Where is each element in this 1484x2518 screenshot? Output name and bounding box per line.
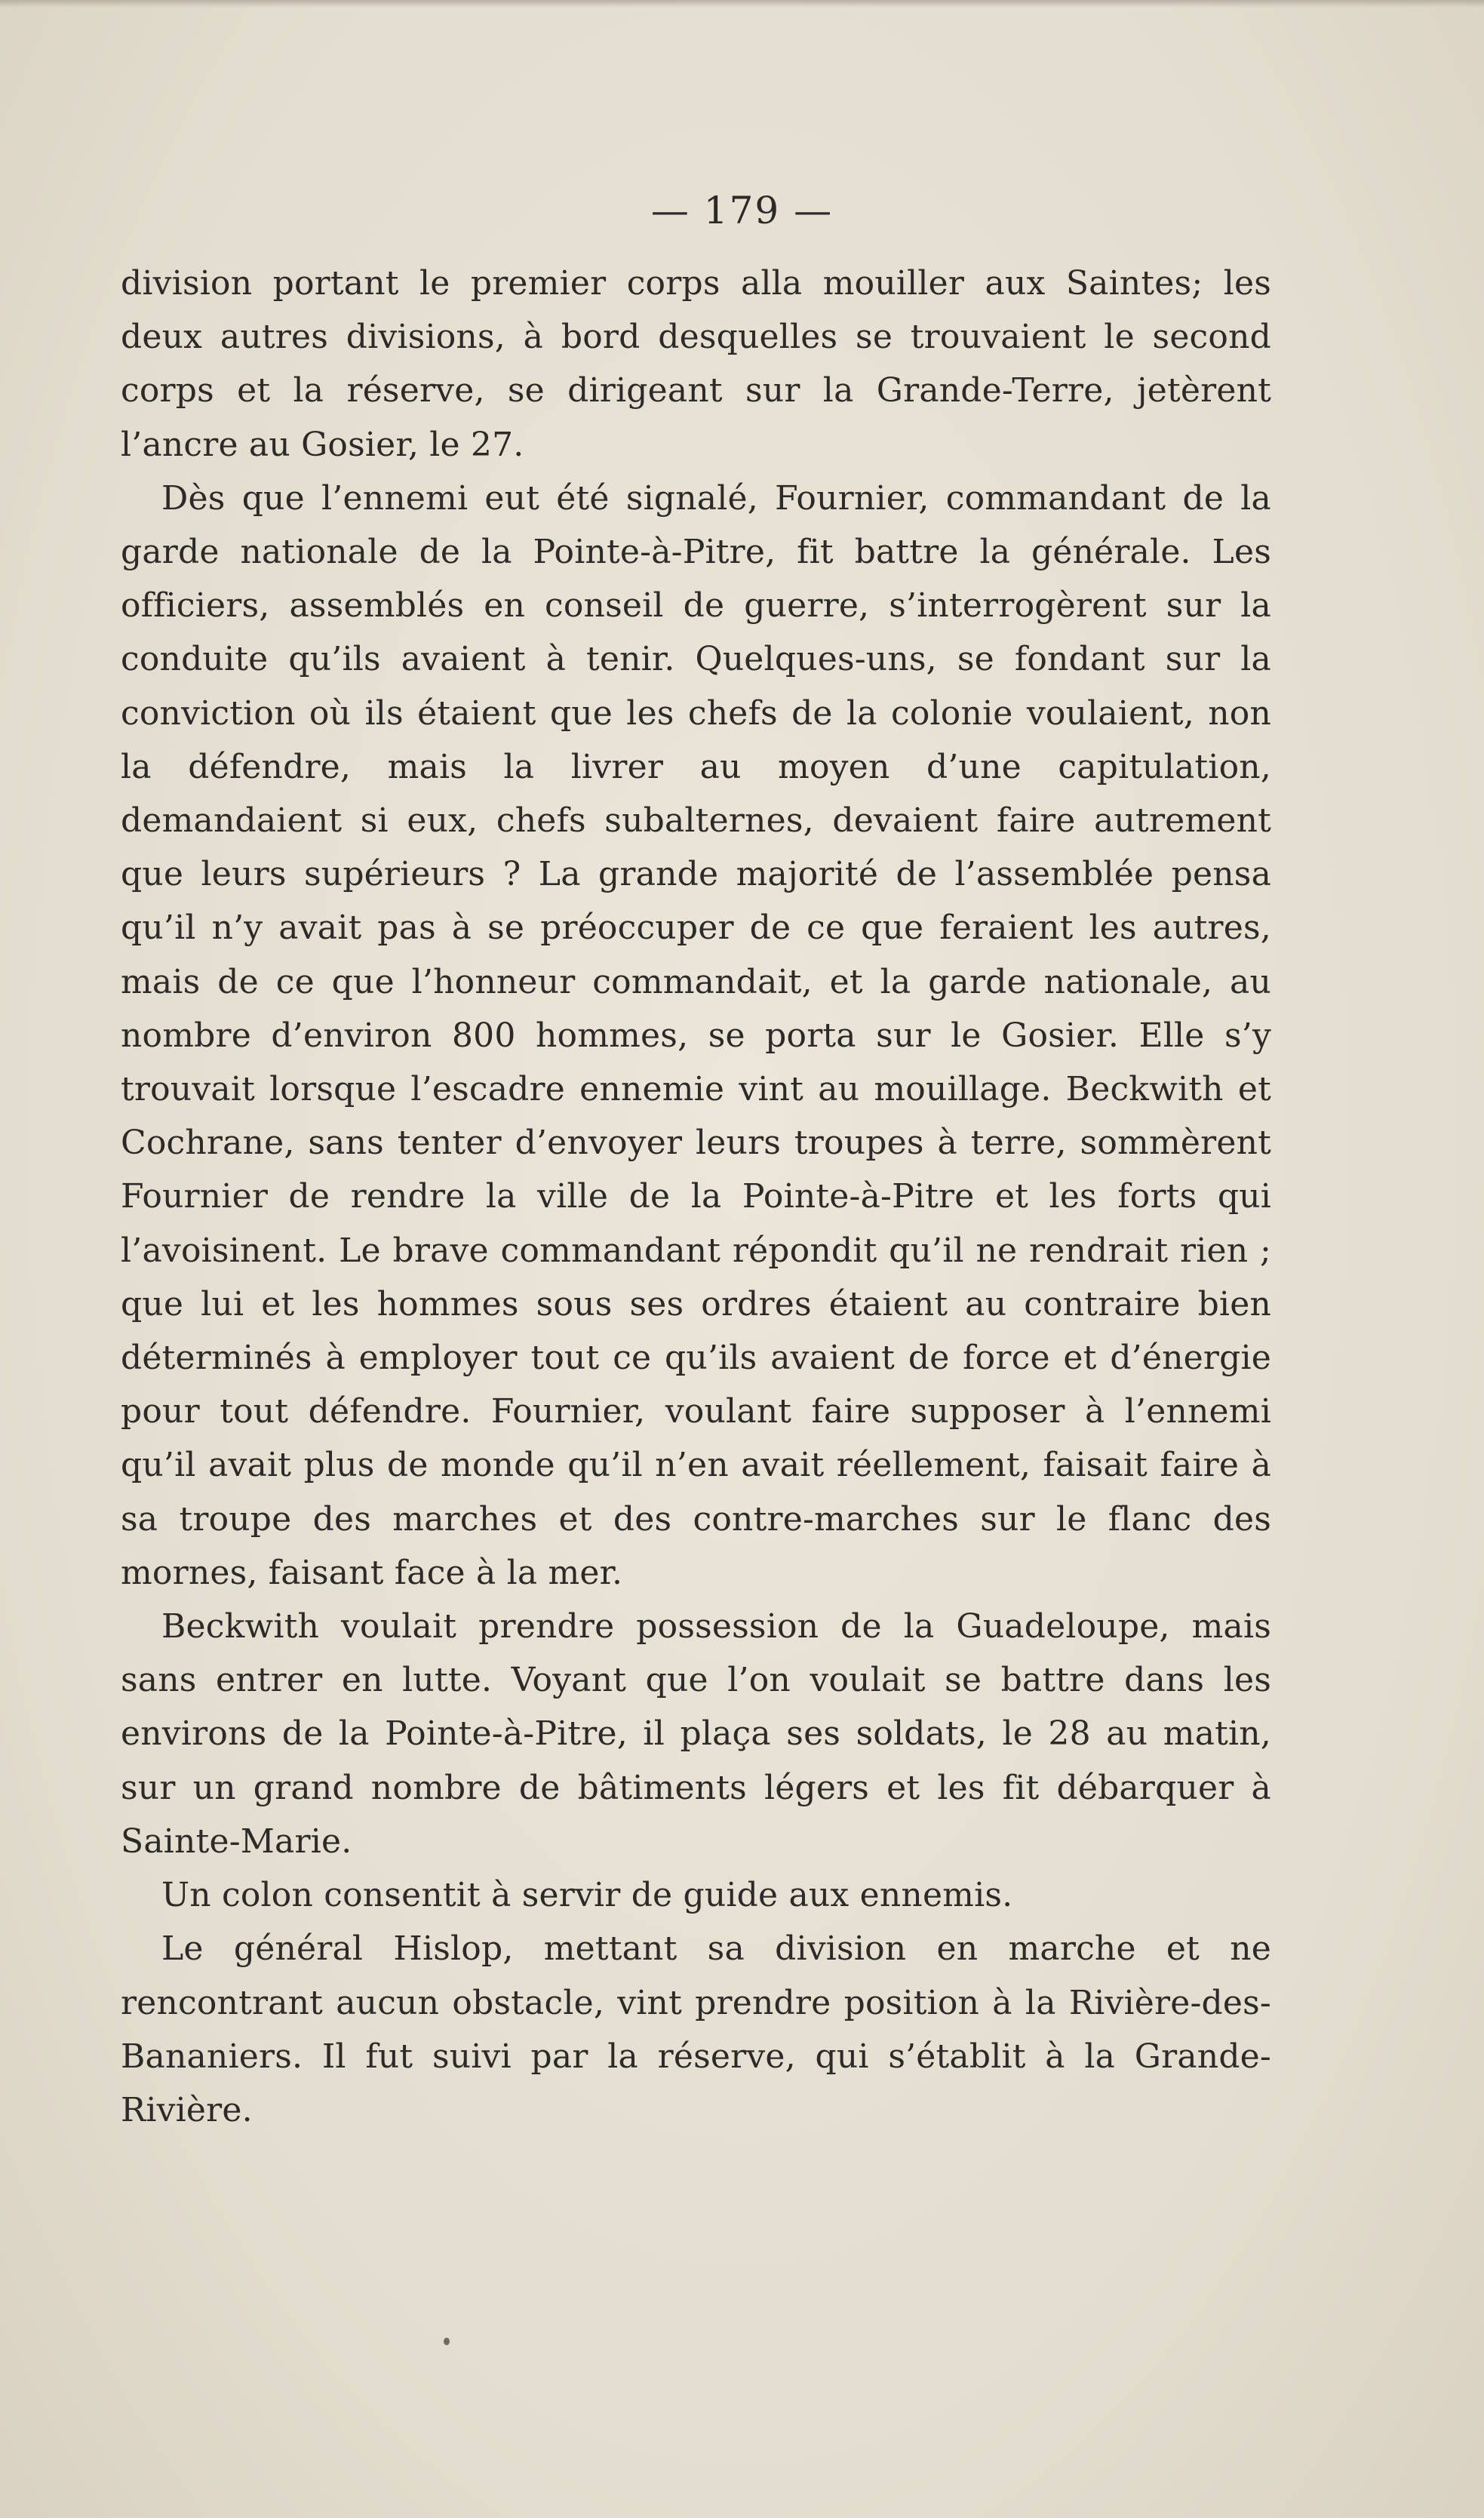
ink-speck: [444, 2338, 450, 2345]
body-text: [121, 257, 1271, 2137]
paragraph-5: Le général Hislop, mettant sa division en marche et ne rencontrant aucun obstacle, vint prendre position à la Rivière-des-Bananiers. Il fut suivi par la réserve, qui s’établit à la Grande-Rivière.: [121, 1929, 1271, 2129]
paragraph-2: Dès que l’ennemi eut été signalé, Fournier, commandant de la garde nationale de la Pointe-à-Pitre, fit battre la générale. Les officiers, assemblés en conseil de guerre, s’interrogèrent sur la conduite qu’ils avaient à tenir. Quelques-uns, se fondant sur la conviction où ils étaient que les chefs de la colonie voulaient, non la défendre, mais la livrer au moyen d’une capitulation, demandaient si eux, chefs subalternes, devaient faire autrement que leurs supérieurs ? La grande majorité de l’assemblée pensa qu’il n’y avait pas à se préoccuper de ce que feraient les autres, mais de ce que l’honneur commandait, et la garde nationale, au nombre d’environ 800 hommes, se porta sur le Gosier. Elle s’y trouvait lorsque l’escadre ennemie vint au mouillage. Beckwith et Cochrane, sans tenter d’envoyer leurs troupes à terre, sommèrent Fournier de rendre la ville de la Pointe-à-Pitre et les forts qui l’avoisinent. Le brave commandant répondit qu’il ne rendrait rien ; que lui et les hommes sous ses ordres étaient au contraire bien déterminés à employer tout ce qu’ils avaient de force et d’énergie pour tout défendre. Fournier, voulant faire supposer à l’ennemi qu’il avait plus de monde qu’il n’en avait réellement, faisait faire à sa troupe des marches et des contre-marches sur le flanc des mornes, faisant face à la mer.: [121, 478, 1271, 1592]
paragraph-1: division portant le premier corps alla mouiller aux Saintes; les deux autres divisions, à bord desquelles se trouvaient le second corps et la réserve, se dirigeant sur la Grande-Terre, jetèrent l’ancre au Gosier, le 27.: [121, 264, 1271, 464]
paragraph-4: Un colon consentit à servir de guide aux ennemis.: [161, 1876, 1013, 1915]
page-edge: [0, 0, 1484, 8]
paragraph-3: Beckwith voulait prendre possession de la Guadeloupe, mais sans entrer en lutte. Voyant que l’on voulait se battre dans les environs de la Pointe-à-Pitre, il plaça ses soldats, le 28 au matin, sur un grand nombre de bâtiments légers et les fit débarquer à Sainte-Marie.: [121, 1607, 1271, 1861]
page-number: — 179 —: [650, 189, 834, 232]
